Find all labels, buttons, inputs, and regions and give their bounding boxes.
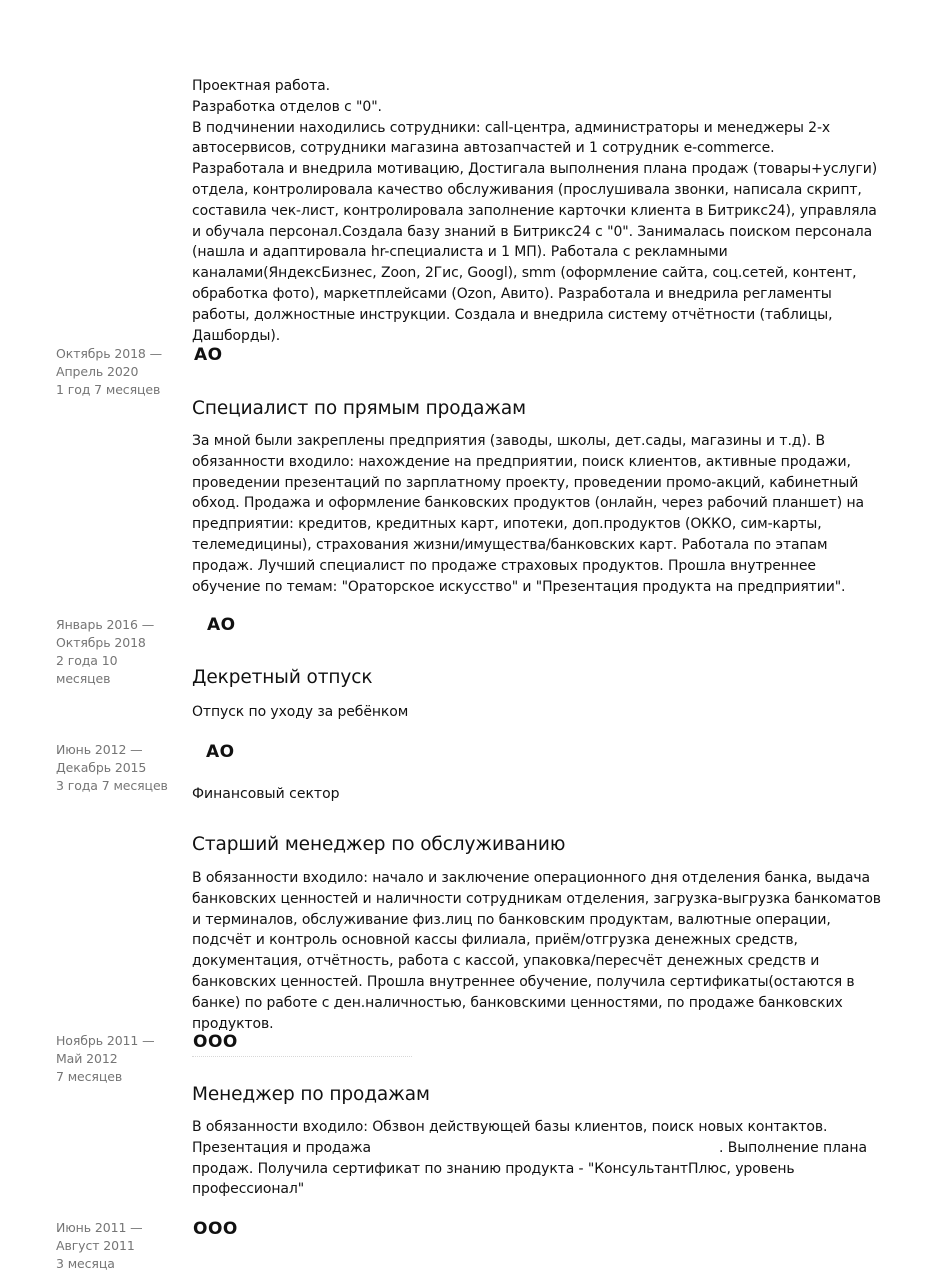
description-fragment: . Выполнение плана xyxy=(719,1139,867,1156)
company-name: ООО xyxy=(193,1032,238,1052)
period-end: Декабрь 2015 xyxy=(56,760,147,775)
job-position: Менеджер по продажам xyxy=(192,1084,430,1105)
redacted-text xyxy=(192,1056,412,1060)
job-description: За мной были закреплены предприятия (заводы, школы, дет.сады, магазины и т.д). В обязанности входило: нахождение на предприятии, поиск клиентов, активные продажи, проведении презентаций по зарплатному проекту, проведении промо-акций, кабинетный обход. Продажа и оформление банковских продуктов (онлайн, через рабочий планшет) на предприятии: кредитов, кредитных карт, ипотеки, доп.продуктов (ОККО, сим-карты, телемедицины), страхования жизни/имущества/банковских карт. Работала по этапам продаж. Лучший специалист по продаже страховых продуктов. Прошла внутреннее обучение по темам: "Ораторское искусство" и "Презентация продукта на предприятии". xyxy=(192,433,865,595)
period-duration: 2 года 10 xyxy=(56,653,118,668)
job-description: В обязанности входило: начало и заключение операционного дня отделения банка, выдача банковских ценностей и наличности сотрудникам отделения, загрузка-выгрузка банкоматов и терминалов, обслуживание физ.лиц по банковским продуктам, валютные операции, подсчёт и контроль основной кассы филиала, приём/отгрузка денежных средств, документация, отчётность, работа с кассой, упаковка/пересчёт денежных средств и банковских ценностей. Прошла внутреннее обучение, получила сертификаты(остаются в банке) по работе с ден.наличностью, банковскими ценностями, по продаже банковских продуктов. xyxy=(192,870,881,1032)
job-period xyxy=(56,741,176,795)
intro-description xyxy=(192,76,882,346)
period-start: Октябрь 2018 — xyxy=(56,346,163,361)
job-position: Декретный отпуск xyxy=(192,667,373,688)
job-description: Отпуск по уходу за ребёнком xyxy=(192,704,409,720)
company-name: АО xyxy=(206,742,235,762)
job-period xyxy=(56,345,176,399)
intro-line: Разработка отделов с "0". xyxy=(192,98,382,115)
job-period xyxy=(56,1219,176,1273)
intro-line: Проектная работа. xyxy=(192,78,330,94)
period-start: Июнь 2011 — xyxy=(56,1220,143,1235)
period-end: Апрель 2020 xyxy=(56,364,139,379)
company-industry: Финансовый сектор xyxy=(192,786,340,802)
period-duration: 3 года 7 месяцев xyxy=(56,778,168,793)
company-name: АО xyxy=(207,615,236,635)
period-start: Январь 2016 — xyxy=(56,617,155,632)
period-duration: 3 месяца xyxy=(56,1256,115,1271)
job-period xyxy=(56,1032,176,1086)
intro-line: В подчинении находились сотрудники: call-центра, администраторы и менеджеры 2-х автосервисов, сотрудники магазина автозапчастей и 1 сотрудник e-commerce. xyxy=(192,119,831,157)
company-name: ООО xyxy=(193,1219,238,1239)
description-fragment: Презентация и продажа xyxy=(192,1139,371,1156)
description-line: профессионал" xyxy=(192,1181,305,1198)
period-duration: месяцев xyxy=(56,671,111,686)
job-period xyxy=(56,616,176,688)
job-position: Старший менеджер по обслуживанию xyxy=(192,834,566,855)
description-line: В обязанности входило: Обзвон действующей базы клиентов, поиск новых контактов. xyxy=(192,1119,828,1135)
description-line-split xyxy=(192,1138,882,1159)
period-duration: 7 месяцев xyxy=(56,1069,123,1084)
period-end: Май 2012 xyxy=(56,1051,118,1066)
period-start: Ноябрь 2011 — xyxy=(56,1033,155,1048)
description-line: продаж. Получила сертификат по знанию продукта - "КонсультантПлюс, уровень xyxy=(192,1160,795,1177)
job-description xyxy=(192,1117,882,1200)
period-start: Июнь 2012 — xyxy=(56,742,143,757)
period-end: Октябрь 2018 xyxy=(56,635,146,650)
period-duration: 1 год 7 месяцев xyxy=(56,382,161,397)
period-end: Август 2011 xyxy=(56,1238,135,1253)
intro-line: Разработала и внедрила мотивацию, Достигала выполнения плана продаж (товары+услуги) отдела, контролировала качество обслуживания (прослушивала звонки, написала скрипт, составила чек-лист, контролировала заполнение карточки клиента в Битрикс24), управляла и обучала персонал.Создала базу знаний в Битрикс24 с "0". Занималась поиском персонала (нашла и адаптировала hr-специалиста и 1 МП). Работала с рекламными каналами(ЯндексБизнес, Zoon, 2Гис, Googl), smm (оформление сайта, соц.сетей, контент, обработка фото), маркетплейсами (Ozon, Авито). Разработала и внедрила регламенты работы, должностные инструкции. Создала и внедрила систему отчётности (таблицы, Дашборды). xyxy=(192,161,878,344)
job-position: Специалист по прямым продажам xyxy=(192,398,527,419)
company-name: АО xyxy=(194,345,223,365)
